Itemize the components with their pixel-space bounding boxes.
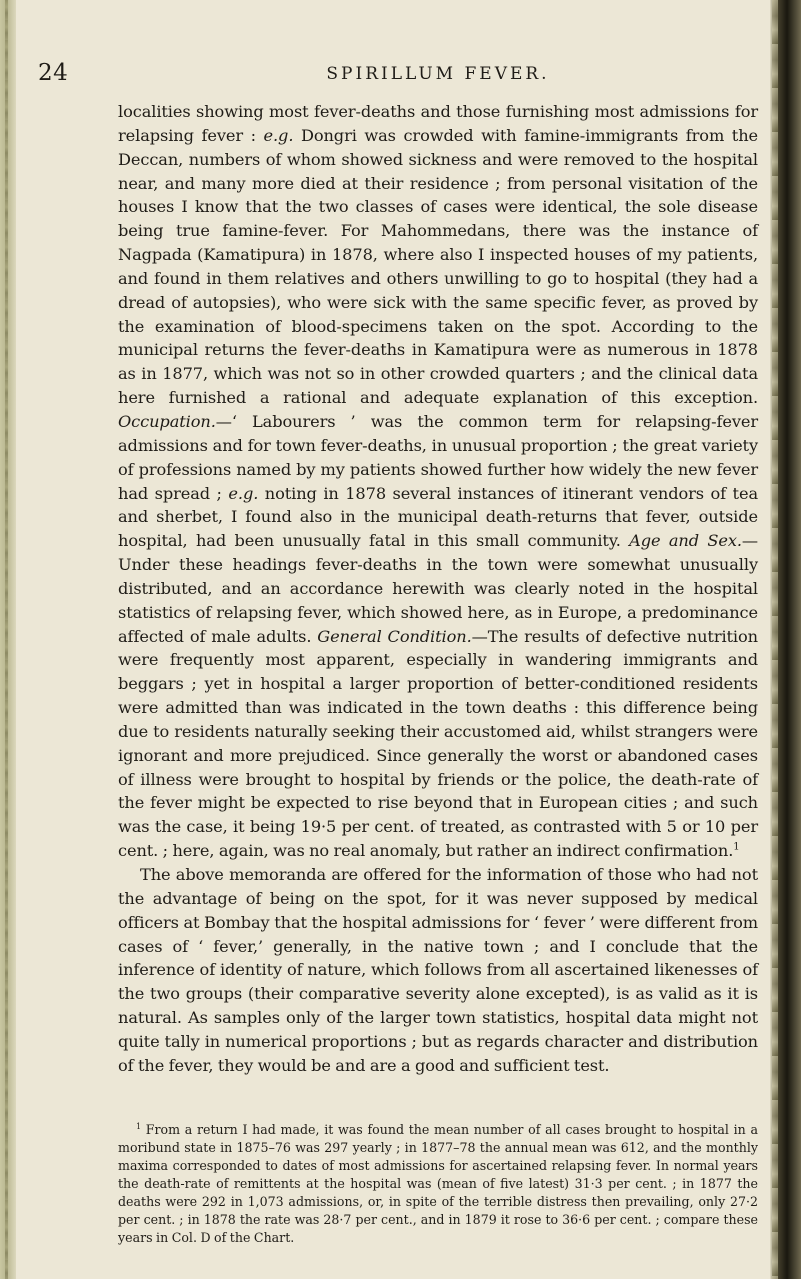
book-page [38,0,759,1279]
paragraph [118,100,758,863]
footnote-text: From a return I had made, it was found the mean number of all cases brought to hospital in a moribund state in 1875–76 was 297 yearly ; in 1877–78 the annual mean was 612, and the monthly maxima corresponded to dates of most admissions for ascertained relapsing fever. In normal years the death-rate of remittents at the hospital was (mean of five latest) 31·3 per cent. ; in 1877 the deaths were 292 in 1,073 admissions, or, in spite of the terrible distress then prevailing, only 27·2 per cent. ; in 1878 the rate was 28·7 per cent., and in 1879 it rose to 36·6 per cent. ; compare these years in Col. D of the Chart. [118,1122,758,1245]
body-text [118,100,758,1078]
italic-run: e.g. [228,483,259,503]
italic-run: e.g. [263,125,294,145]
text-run: —‘ Labourers ’ was the common term for relapsing-fever admissions and for town fever-deaths, in unusual proportion ; the great variety of professions named by my patients showed further how widely the new fever had spread ; [118,411,758,503]
binding-edge-left [0,0,16,1279]
italic-run: General Condition. [317,626,472,646]
text-run: Dongri was crowded with famine-immigrants from the Deccan, numbers of whom showed sickness and were removed to the hospital near, and many more died at their residence ; from personal visitation of the houses I know that the two classes of cases were identical, the sole disease being true famine-fever. For Mahommedans, there was the instance of Nagpada (Kamatipura) in 1878, where also I inspected houses of my patients, and found in them relatives and others unwilling to go to hospital (they had a dread of autopsies), who were sick with the same specific fever, as proved by the examination of blood-specimens taken on the spot. According to the municipal returns the fever-deaths in Kamatipura were as numerous in 1878 as in 1877, which was not so in other crowded quarters ; and the clinical data here furnished a rational and adequate explanation of this exception. [118,125,759,408]
text-run: localities showing most fever-deaths and those furnishing most admissions for relapsing fever : [118,102,758,145]
paragraph [118,863,758,1078]
text-run: —The results of defective nutrition were frequently most apparent, especially in wandering immigrants and beggars ; yet in hospital a larger proportion of better-conditioned residents were admitted than was indicated in the town deaths : this difference being due to residents naturally seeking their accustomed aid, whilst strangers were ignorant and more prejudiced. Since generally the worst or abandoned cases of illness were brought to hospital by friends or the police, the death-rate of the fever might be expected to rise beyond that in European cities ; and such was the case, it being 19·5 per cent. of treated, as contrasted with 5 or 10 per cent. ; here, again, was no real anomaly, but rather an indirect confirmation. [118,626,758,861]
running-head: SPIRILLUM FEVER. [326,64,550,84]
text-run: noting in 1878 several instances of itinerant vendors of tea and sherbet, I found also in the municipal death-returns that fever, outside hospital, had been unusually fatal in this small community. [118,483,758,551]
text-run: The above memoranda are offered for the information of those who had not the advantage of being on the spot, for it was never supposed by medical officers at Bombay that the hospital admissions for ‘ fever ’ were different from cases of ‘ fever,’ generally, in the native town ; and I conclude that the inference of identity of nature, which follows from all ascertained likenesses of the two groups (their comparative severity alone excepted), is as valid as it is natural. As samples only of the larger town statistics, hospital data might not quite tally in numerical proportions ; but as regards character and distribution of the fever, they would be and are a good and sufficient test. [118,865,758,1075]
page-number: 24 [38,60,69,86]
footnotes [118,1121,758,1247]
page-header [38,60,758,90]
italic-run: Age and Sex. [629,531,742,551]
binding-edge-right [770,0,801,1279]
footnote [118,1121,758,1247]
italic-run: Occupation. [118,411,216,431]
footnote-marker: 1 [136,1121,142,1131]
text-run: —Under these headings fever-deaths in the town were somewhat unusually distributed, and an accordance herewith was clearly noted in the hospital statistics of relapsing fever, which showed here, as in Europe, a predominance affected of male adults. [118,531,758,646]
footnote-ref: 1 [733,841,740,853]
